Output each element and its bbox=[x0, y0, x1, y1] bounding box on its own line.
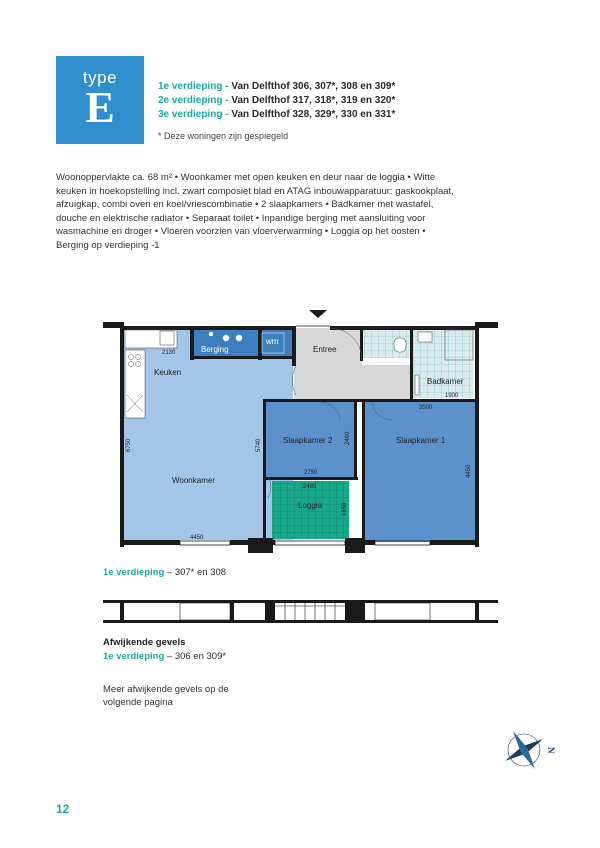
floor-address-3: 3e verdieping - Van Delfthof 328, 329*, 330 en 331* bbox=[158, 109, 396, 120]
room-berging: Berging bbox=[201, 345, 229, 354]
room-slaapkamer-2: Slaapkamer 2 bbox=[283, 436, 333, 445]
dim-2460: 2460 bbox=[345, 431, 351, 445]
dim-2750: 2750 bbox=[304, 470, 318, 476]
room-slaapkamer-1: Slaapkamer 1 bbox=[396, 436, 446, 445]
dim-2485: 2485 bbox=[303, 484, 317, 490]
room-wm: wm bbox=[266, 337, 279, 346]
floor-address-1: 1e verdieping - Van Delfthof 306, 307*, 308 en 309* bbox=[158, 81, 396, 92]
slaapkamer1-area bbox=[365, 402, 475, 542]
more-facades-note: Meer afwijkende gevels op de volgende pagina bbox=[103, 684, 229, 708]
room-entree: Entree bbox=[313, 345, 337, 354]
fridge bbox=[160, 331, 174, 345]
type-word: type bbox=[82, 68, 118, 87]
toilet bbox=[394, 338, 406, 352]
dim-3500: 3500 bbox=[419, 405, 433, 411]
dim-5740: 5740 bbox=[256, 438, 262, 452]
compass-letter: N bbox=[546, 747, 556, 754]
dim-6750: 6750 bbox=[126, 438, 132, 452]
dim-4450-horizontal: 4450 bbox=[190, 535, 204, 541]
compass-icon bbox=[500, 722, 560, 782]
alt-facades-floor: 1e verdieping – 306 en 309* bbox=[103, 651, 227, 662]
description: Woonoppervlakte ca. 68 m² • Woonkamer met open keuken en deur naar de loggia • Witte keuken in hoekopstelling incl. zwart composiet blad en ATAG inbouwapparatuur: gaskookplaat, afzuigkap, combi oven en koel/vriescombinatie • 2 slaapkamers • Badkamer met wastafel, douche en elektrische radiator • Separaat toilet • Inpandige berging met aansluiting voor wasmachine en droger • Vloeren voorzien van vloerverwarming • Loggia op het oosten • Berging op verdieping -1 bbox=[56, 172, 454, 251]
radiator bbox=[415, 375, 419, 395]
entrance-arrow bbox=[309, 310, 327, 318]
alt-facades-title: Afwijkende gevels bbox=[103, 637, 186, 648]
type-letter: E bbox=[85, 83, 115, 132]
dim-1900: 1900 bbox=[445, 393, 459, 399]
room-badkamer: Badkamer bbox=[427, 377, 464, 386]
room-loggia: Loggia bbox=[298, 501, 323, 510]
plan-floor-label: 1e verdieping – 307* en 308 bbox=[103, 567, 227, 578]
kitchen-counter bbox=[125, 350, 145, 418]
floor-address-2: 2e verdieping - Van Delfthof 317, 318*, 319 en 320* bbox=[158, 95, 396, 106]
room-woonkamer: Woonkamer bbox=[172, 476, 215, 485]
entree-hall bbox=[296, 365, 413, 402]
page-number: 12 bbox=[56, 802, 70, 816]
room-keuken: Keuken bbox=[154, 368, 182, 377]
dim-2130: 2130 bbox=[162, 350, 176, 356]
dim-1850: 1850 bbox=[342, 502, 348, 516]
dim-4450-vertical: 4450 bbox=[466, 464, 472, 478]
mirror-note: * Deze woningen zijn gespiegeld bbox=[158, 131, 289, 141]
washbasin bbox=[418, 332, 432, 342]
facade-elevation bbox=[103, 600, 498, 623]
